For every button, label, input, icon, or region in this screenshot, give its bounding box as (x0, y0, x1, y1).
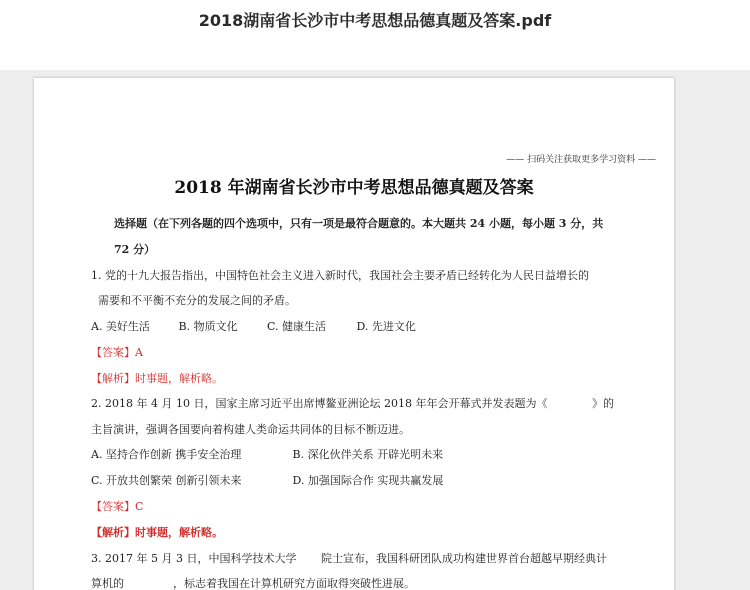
question-1-option-b: B. 物质文化 (178, 320, 238, 333)
question-2-line1-end: 》的 (592, 397, 614, 410)
question-1-options (91, 318, 416, 334)
question-1-answer: 【答案】A (91, 346, 143, 359)
question-2-analysis: 【解析】时事题，解析略。 (91, 526, 223, 539)
section-instructions-line2: 72 分） (114, 243, 156, 256)
question-2-option-d: D. 加强国际合作 实现共赢发展 (292, 474, 444, 487)
question-1-option-d: D. 先进文化 (356, 320, 416, 333)
question-1-option-a: A. 美好生活 (91, 320, 150, 333)
question-3-line1-part1: 3. 2017 年 5 月 3 日，中国科学技术大学 (91, 552, 297, 565)
pdf-page (34, 78, 674, 590)
question-2-line2: 主旨演讲，强调各国要向着构建人类命运共同体的目标不断迈进。 (91, 423, 410, 436)
question-2-line1: 2. 2018 年 4 月 10 日，国家主席习近平出席博鳌亚洲论坛 2018 年年会开幕式并发表题为《 (91, 397, 548, 410)
question-3-line2-part2: ，标志着我国在计算机研究方面取得突破性进展。 (173, 577, 415, 590)
question-1-option-c: C. 健康生活 (267, 320, 327, 333)
question-2-answer: 【答案】C (91, 500, 144, 513)
question-3-line1-part2: 院士宣布，我国科研团队成功构建世界首台超越早期经典计 (321, 552, 607, 565)
question-1-line1: 1. 党的十九大报告指出，中国特色社会主义进入新时代，我国社会主要矛盾已经转化为人民日益增长的 (91, 269, 589, 282)
question-2-options-cd (91, 472, 443, 488)
question-2-option-b: B. 深化伙伴关系 开辟光明未来 (292, 448, 444, 461)
question-1-analysis: 【解析】时事题，解析略。 (91, 372, 223, 385)
question-1-line2: 需要和不平衡不充分的发展之间的矛盾。 (98, 294, 296, 307)
question-3-line2-part1: 算机的 (91, 577, 124, 590)
page-heading: 2018 年湖南省长沙市中考思想品德真题及答案 (174, 178, 534, 198)
title-bar (0, 0, 750, 70)
question-2-options-ab (91, 446, 443, 462)
page-header-text: —— 扫码关注获取更多学习资料 —— (506, 155, 656, 165)
document-title: 2018湖南省长沙市中考思想品德真题及答案.pdf (198, 11, 552, 30)
question-2-option-c: C. 开放共创繁荣 创新引领未来 (91, 474, 242, 487)
question-2-option-a: A. 坚持合作创新 携手安全治理 (91, 448, 242, 461)
section-instructions-line1: 选择题（在下列各题的四个选项中，只有一项是最符合题意的。本大题共 24 小题，每小题 3 分，共 (114, 217, 604, 230)
